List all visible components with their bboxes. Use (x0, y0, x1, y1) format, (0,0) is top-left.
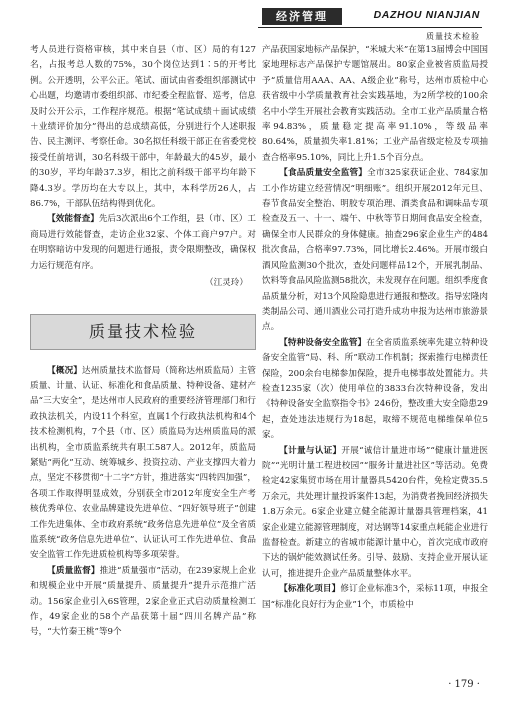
header-rule (258, 27, 482, 28)
author-signature: （江灵玲） (205, 278, 248, 289)
page-number: · 179 · (448, 679, 480, 690)
subsection-label: 质量技术检验 (426, 32, 480, 41)
special-equipment-paragraph (262, 336, 488, 444)
yearbook-name: DAZHOU NIANJIAN (373, 9, 480, 21)
food-safety-text: 全市325家获证企业、784家加工小作坊建立经营情况“明细账”。组织开展2012年元旦、春节食品安全整治、明胶专项治理、酒类食品和调味品专项检查及五一、十一、端午、中秋等节日期间食品安全检查，确保全市人民群众的身体健康。抽查296家企业生产的484批次食品，合格率97.73%，同比增长2.46%。开展市级白酒风险监测30个批次，查处问题样品12个，开展乳制品、饮料等食品风险监测58批次，未发现存在问题。组织季度食品质量分析，对13个风险隐患进行通报和整改。指导宏隆肉类制品公司、通川酒业公司打造升成功申报为达州市旅游景点。 (262, 168, 488, 333)
overview-keyword: 【概况】 (47, 365, 83, 376)
supervision-text: 先后3次派出6个工作组，县（市、区）工商局进行效能督查，走访企业32家、个体工商户97户。对在明察暗访中发现的问题进行通报，责令限期整改，确保权力运行规范有序。 (30, 214, 256, 271)
supervision-paragraph (30, 212, 256, 274)
food-safety-keyword: 【食品质量安全监管】 (279, 168, 368, 179)
standardization-text: 修订企业标准3个，采标11项，申报全国“标准化良好行为企业”1个，市质检中 (262, 584, 488, 610)
special-equipment-text: 在全省质监系统率先建立特种设备安全监管“局、科、所”联动工作机制；探索推行电梯责任保险，200余台电梯参加保险，提升电梯事故处置能力。共检查1235家（次）使用单位的3833台次特种设备，发出《特种设备安全监察指令书》246份，整改重大安全隐患29起，查处违法违规行为18起，取缔不规范电梯维保单位5家。 (262, 337, 488, 441)
quality-paragraph (30, 564, 256, 641)
special-equipment-keyword: 【特种设备安全监管】 (279, 337, 367, 348)
quality-keyword: 【质量监督】 (47, 565, 100, 576)
section-tab: 经济管理 (262, 8, 342, 25)
left-column (30, 43, 256, 641)
measurement-text: 开展“诚信计量进市场”“健康计量进医院”“光明计量工程进校园”“服务计量进社区”等活动。免费检定42家集贸市场在用计量器具5420台件，免检定费35.5万余元，共处理计量投诉案件13起，为消费者挽回经济损失1.8万余元。6家企业建立健全能源计量器具管理档案，41家企业建立能源管理制度，对达钢等14家重点耗能企业进行监督检查。新建立的省城市能源计量中心，首次完成市政府下达的锅炉能效测试任务。引导、鼓励、支持企业开展认证认可，推进提升企业产品质量整体水平。 (262, 445, 488, 579)
page-header (0, 0, 512, 48)
section-title: 质量技术检验 (88, 321, 197, 341)
intro-paragraph: 考人员进行资格审核，其中来自县（市、区）局的有127名，占报考总人数的75%，30个岗位达到1∶5的开考比例。公开透明，公平公正。笔试、面试由省委组织部测试中心出题，均邀请市委组织部、市纪委全程监督、巡考，信息及时公开公示，工作程序规范。根据“笔试成绩＋面试成绩＋业绩评价加分”得出的总成绩高低，分别进行个人述职报告、民主测评、考察任命。30名拟任科级干部正在省委党校接受任前培训，30名科级干部中，年龄最大的45岁，最小的30岁，平均年龄37.3岁，相比之前科级干部平均年龄下降4.3岁。学历均在大专以上，其中，本科学历26人，占86.7%，干部队伍结构得到优化。 (30, 45, 256, 210)
quality-text: 推进“质量强市”活动，在239家规上企业和规模企业中开展“质量提升、质量提升”提升示范推广活动。156家企业引入6S管理，2家企业正式启动质量检测工作，49家企业的58个产品获第十届“四川名牌产品”称号，“大竹秦王桃”等9个 (30, 565, 256, 638)
food-safety-paragraph (262, 166, 488, 335)
measurement-keyword: 【计量与认证】 (279, 445, 342, 456)
standardization-keyword: 【标准化项目】 (279, 584, 341, 595)
supervision-keyword: 【效能督查】 (47, 214, 99, 225)
section-title-box (30, 314, 256, 350)
overview-paragraph (30, 364, 256, 564)
right-column (262, 43, 488, 613)
standardization-paragraph (262, 582, 488, 613)
quality-continued: 产品获国家地标产品保护，“米城大米”在第13届博会中国国家地理标志产品保护专题馆展出。80家企业被省质监局授予“质量信用AAA、AA、A级企业”称号，达州市质检中心获省级中小学质量教育社会实践基地，为2所学校的100余名中小学生开展社会教育实践活动。全市工业产品质量合格率94.83%，质量稳定提高率91.10%，等级品率80.64%，质量损失率1.81%；工业产品省级定检及专项抽查合格率95.10%，同比上升1.5个百分点。 (262, 45, 488, 163)
overview-text: 达州质量技术监督局（简称达州质监局）主管质量、计量、认证、标准化和食品质量、特种设备、建材产品“三大安全”，是达州市人民政府的重要经济管理部门和行政执法机关，内设11个科室，直属1个行政执法机构和4个技术检测机构，7个县（市、区）质监局为达州质监局的派出机构，全市质监系统共有职工587人。2012年，质监局紧贴“两化”互动、统筹城乡、投资拉动、产业支撑四大着力点，坚定不移贯彻“十二字”方针，推进落实“四转四加强”，各项工作取得明显成效，分别获全市2012年度安全生产考核优秀单位、农业品牌建设先进单位、“四好领导班子”创建工作先进集体、全市政府系统“政务信息先进单位”及全省质监系统“政务信息先进单位”、认证认可工作先进单位、食品安全监管工作先进质检机构等多项荣誉。 (30, 365, 256, 561)
measurement-paragraph (262, 444, 488, 583)
